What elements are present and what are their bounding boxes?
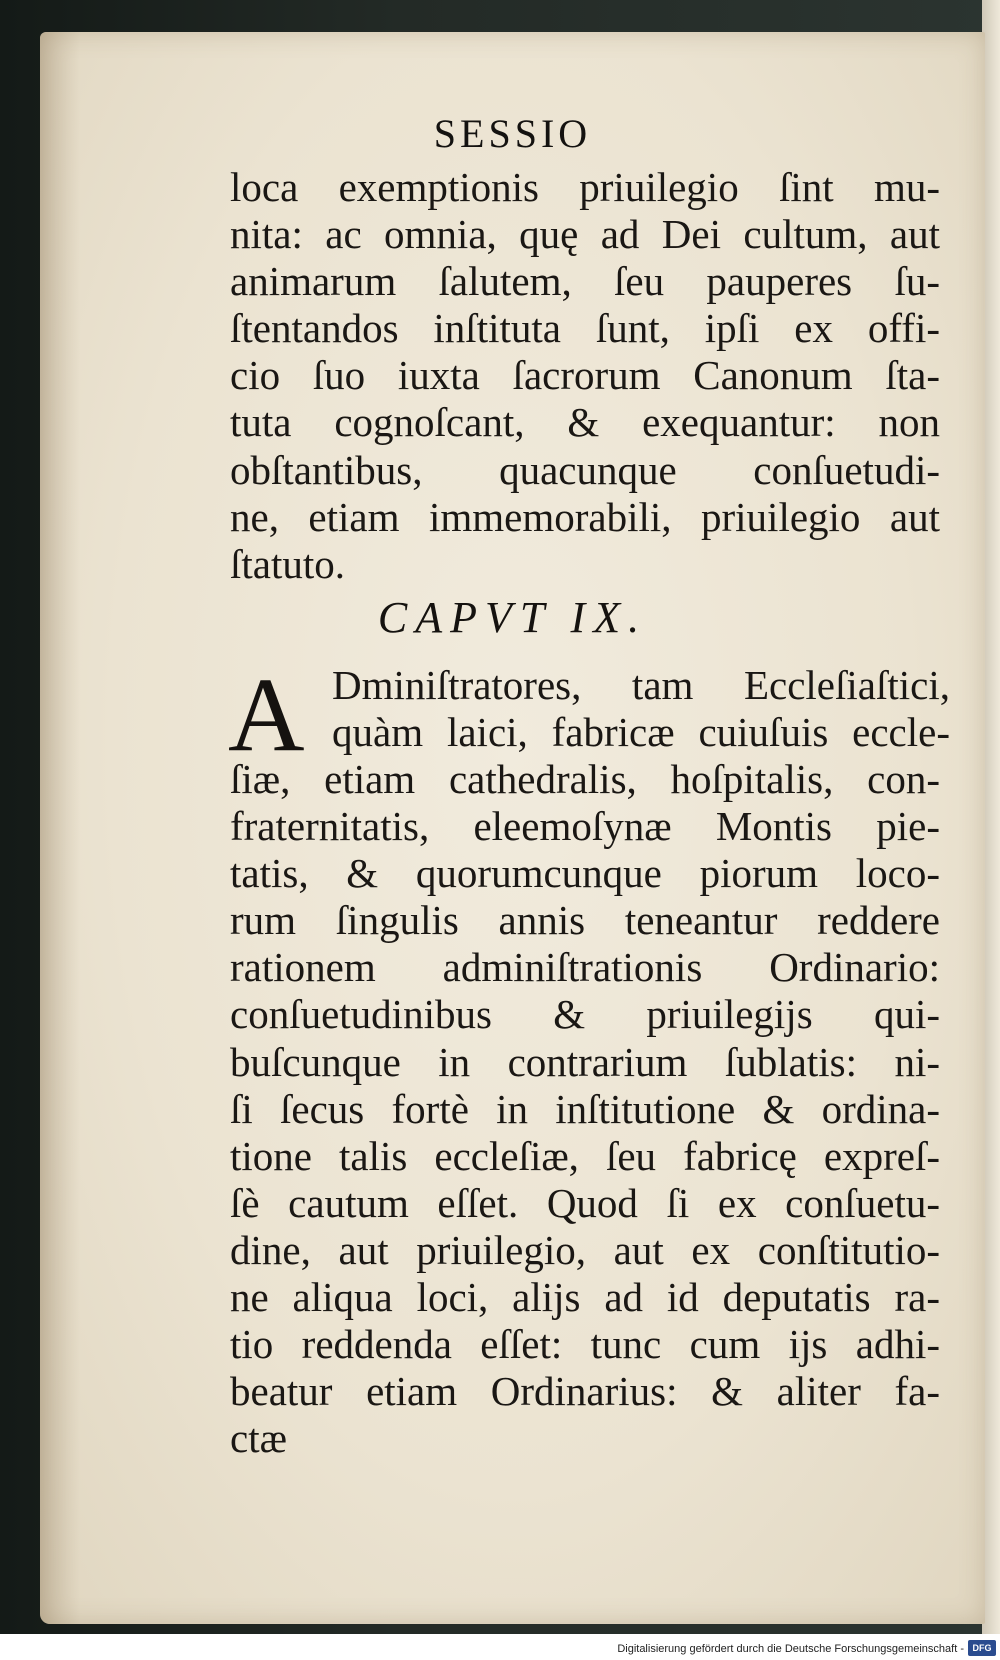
text-line: tatis, & quorumcunque piorum loco-	[230, 850, 940, 897]
text-line: loca exemptionis priuilegio ſint mu-	[230, 164, 940, 210]
text-line: tione talis eccleſiæ, ſeu fabricę expreſ-	[230, 1132, 940, 1179]
text-line: ſiæ, etiam cathedralis, hoſpitalis, con-	[230, 756, 940, 802]
paragraph-2-opening	[332, 662, 950, 756]
text-line: ſè cautum eſſet. Quod ſi ex conſuetu-	[230, 1179, 940, 1226]
chapter-heading: CAPVT IX.	[377, 593, 648, 642]
text-line: animarum ſalutem, ſeu pauperes ſu-	[230, 258, 940, 305]
text-line: nita: ac omnia, quę ad Dei cultum, aut	[230, 211, 940, 258]
text-line: cio ſuo iuxta ſacrorum Canonum ſta-	[230, 352, 940, 399]
text-line: ne aliqua loci, alijs ad id deputatis ra-	[230, 1274, 940, 1321]
footer-bar	[0, 1634, 1000, 1660]
text-line: ſtatuto.	[230, 540, 346, 587]
text-line: tuta cognoſcant, & exequantur: non	[230, 399, 940, 446]
digitization-credit: Digitalisierung gefördert durch die Deutsche Forschungsgemeinschaft -	[617, 1643, 964, 1655]
catchword: ctæ	[230, 1415, 287, 1462]
text-line: tio reddenda eſſet: tunc cum ijs adhi-	[230, 1321, 940, 1368]
text-line: quàm laici, fabricæ cuiuſuis eccle-	[332, 709, 950, 756]
text-line: ne, etiam immemorabili, priuilegio aut	[230, 493, 940, 540]
text-line: obſtantibus, quacunque conſuetudi-	[230, 446, 940, 493]
text-line: rum ſingulis annis teneantur reddere	[230, 897, 940, 944]
text-line: ſtentandos inſtituta ſunt, ipſi ex offi-	[230, 305, 940, 352]
book-page	[40, 32, 985, 1624]
text-line: dine, aut priuilegio, aut ex conſtitutio-	[230, 1226, 940, 1273]
text-line: Dminiſtratores, tam Eccleſiaſtici,	[332, 662, 950, 708]
text-line: fraternitatis, eleemoſynæ Montis pie-	[230, 803, 940, 850]
text-line: beatur etiam Ordinarius: & aliter fa-	[230, 1368, 940, 1415]
drop-cap: A	[228, 656, 305, 773]
text-line: rationem adminiſtrationis Ordinario:	[230, 944, 940, 991]
text-line: conſuetudinibus & priuilegijs qui-	[230, 991, 940, 1038]
paragraph-1	[230, 164, 940, 588]
text-line: ſi ſecus fortè in inſtitutione & ordina-	[230, 1085, 940, 1132]
text-line: buſcunque in contrarium ſublatis: ni-	[230, 1038, 940, 1085]
paragraph-2	[230, 756, 940, 1462]
running-header: SESSIO	[433, 111, 592, 156]
dfg-logo: DFG	[968, 1640, 996, 1656]
